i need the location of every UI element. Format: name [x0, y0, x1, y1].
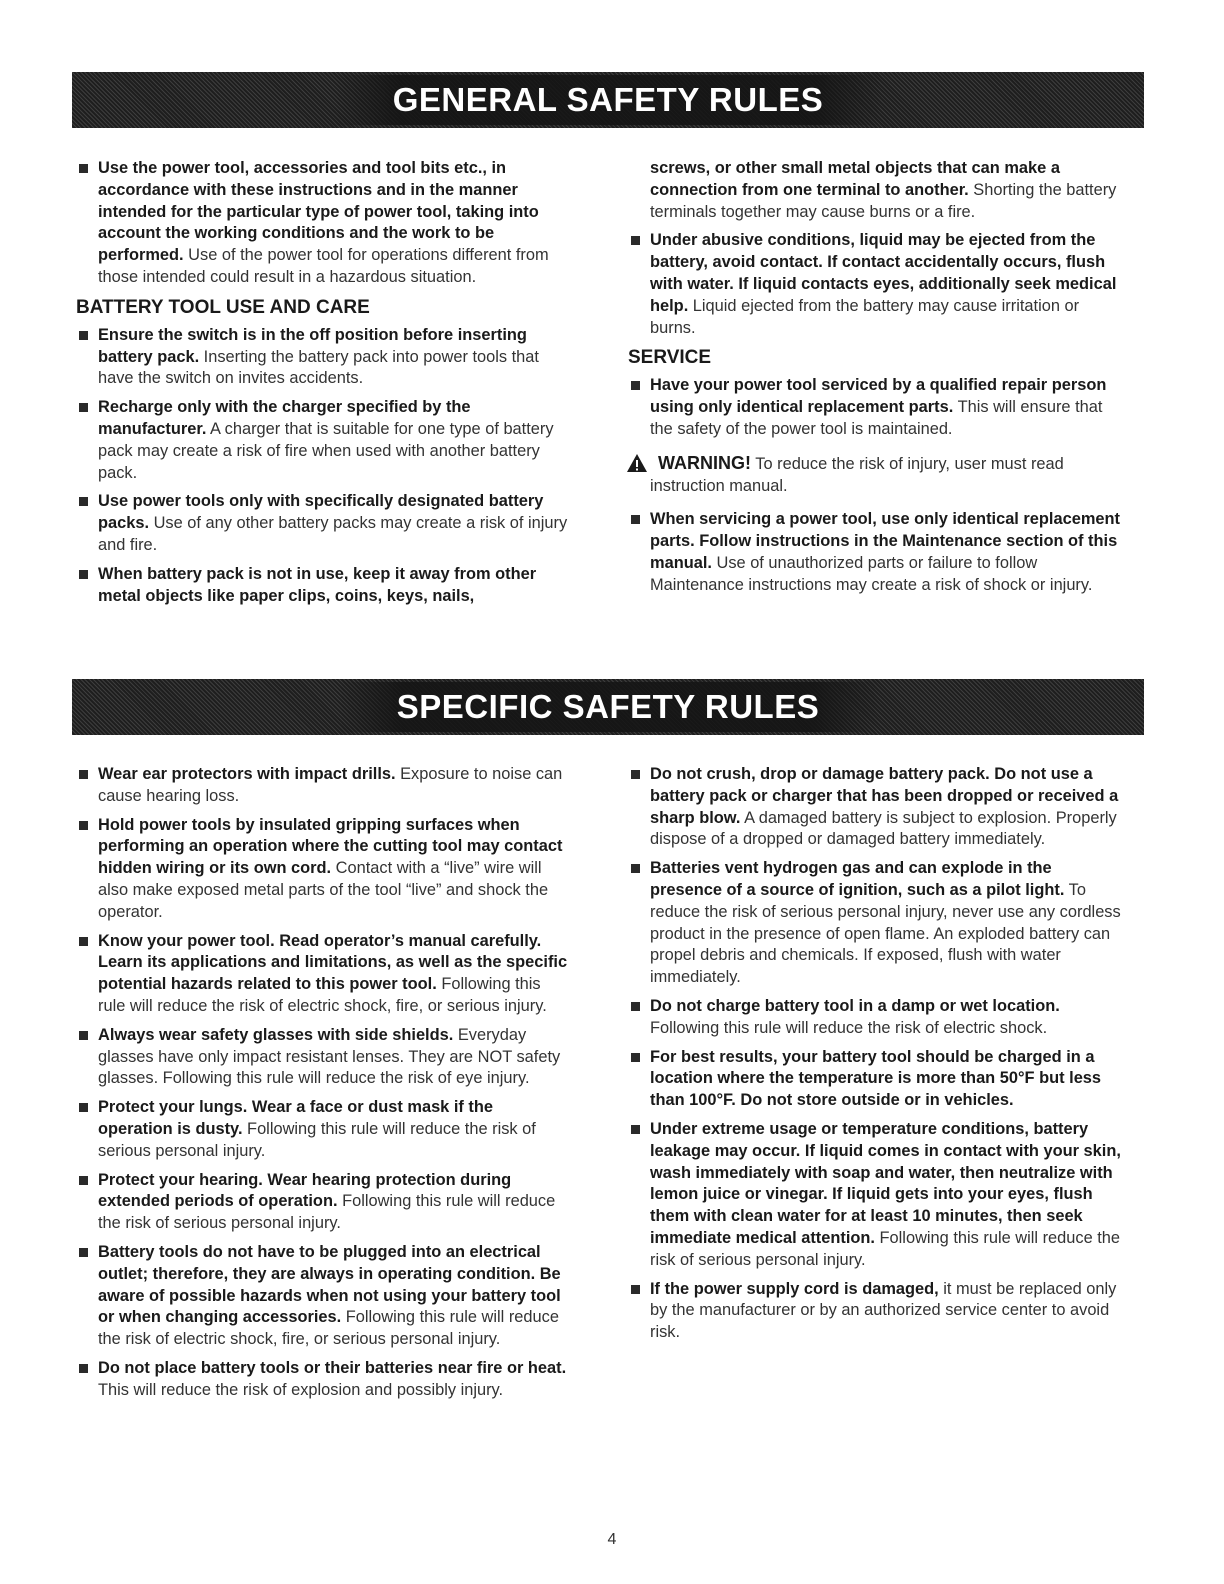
- list-item: Hold power tools by insulated gripping surfaces when performing an operation where the cutting tool may contact hidden wiring or its own cord. Contact with a “live” wire will also make exposed metal parts of the tool “live” and shock the operator.: [76, 815, 572, 924]
- square-bullet-icon: [79, 770, 88, 779]
- warning-label: WARNING!: [658, 452, 751, 473]
- list-item: Know your power tool. Read operator’s manual carefully. Learn its applications and limitations, as well as the specific potential hazards related to this power tool. Following this rule will reduce the risk of electric shock, fire, or serious injury.: [76, 931, 572, 1018]
- general-left-column: [76, 158, 572, 614]
- list-item: Protect your hearing. Wear hearing protection during extended periods of operation. Following this rule will reduce the risk of serious personal injury.: [76, 1170, 572, 1235]
- list-item: Batteries vent hydrogen gas and can explode in the presence of a source of ignition, such as a pilot light. To reduce the risk of serious personal injury, never use any cordless product in the presence of open flame. An exploded battery can propel debris and chemicals. If exposed, flush with water immediately.: [628, 858, 1124, 989]
- general-safety-title: GENERAL SAFETY RULES: [333, 75, 884, 125]
- square-bullet-icon: [631, 1002, 640, 1011]
- square-bullet-icon: [79, 570, 88, 579]
- square-bullet-icon: [79, 497, 88, 506]
- battery-tool-heading: BATTERY TOOL USE AND CARE: [76, 296, 370, 318]
- list-item: When battery pack is not in use, keep it away from other metal objects like paper clips, coins, keys, nails,: [76, 564, 572, 608]
- square-bullet-icon: [79, 1248, 88, 1257]
- square-bullet-icon: [631, 1053, 640, 1062]
- square-bullet-icon: [631, 770, 640, 779]
- list-item: Do not crush, drop or damage battery pack. Do not use a battery pack or charger that has been dropped or received a sharp blow. A damaged battery is subject to explosion. Properly dispose of a dropped or damaged battery immediately.: [628, 764, 1124, 851]
- list-item: Battery tools do not have to be plugged into an electrical outlet; therefore, they are always in operating condition. Be aware of possible hazards when not using your battery tool or when changing accessories. Following this rule will reduce the risk of electric shock, fire, or serious personal injury.: [76, 1242, 572, 1351]
- square-bullet-icon: [631, 381, 640, 390]
- square-bullet-icon: [631, 515, 640, 524]
- square-bullet-icon: [79, 937, 88, 946]
- list-item: Do not charge battery tool in a damp or wet location. Following this rule will reduce the risk of electric shock.: [628, 996, 1124, 1040]
- warning-notice: [628, 453, 1124, 498]
- square-bullet-icon: [631, 1285, 640, 1294]
- list-item-continuation: screws, or other small metal objects that can make a connection from one terminal to another. Shorting the battery terminals together may cause burns or a fire.: [650, 159, 1117, 221]
- list-item: When servicing a power tool, use only identical replacement parts. Follow instructions in the Maintenance section of this manual. Use of unauthorized parts or failure to follow Maintenance instructions may create a risk of shock or injury.: [628, 509, 1124, 596]
- general-right-column: [628, 158, 1124, 604]
- service-heading: SERVICE: [628, 347, 712, 369]
- list-item: Under abusive conditions, liquid may be ejected from the battery, avoid contact. If contact accidentally occurs, flush with water. If liquid contacts eyes, additionally seek medical help. Liquid ejected from the battery may cause irritation or burns.: [628, 230, 1124, 339]
- list-item: Recharge only with the charger specified by the manufacturer. A charger that is suitable for one type of battery pack may create a risk of fire when used with another battery pack.: [76, 397, 572, 484]
- square-bullet-icon: [79, 1031, 88, 1040]
- specific-left-column: [76, 764, 572, 1409]
- list-item: Wear ear protectors with impact drills. Exposure to noise can cause hearing loss.: [76, 764, 572, 808]
- list-item: Ensure the switch is in the off position before inserting battery pack. Inserting the battery pack into power tools that have the switch on invites accidents.: [76, 325, 572, 390]
- square-bullet-icon: [79, 331, 88, 340]
- list-item: If the power supply cord is damaged, it must be replaced only by the manufacturer or by an authorized service center to avoid risk.: [628, 1279, 1124, 1344]
- specific-right-column: [628, 764, 1124, 1351]
- square-bullet-icon: [631, 236, 640, 245]
- square-bullet-icon: [79, 1103, 88, 1112]
- square-bullet-icon: [79, 1364, 88, 1373]
- square-bullet-icon: [79, 1176, 88, 1185]
- warning-text: To reduce the risk of injury, user must read instruction manual.: [650, 454, 1064, 495]
- square-bullet-icon: [79, 164, 88, 173]
- list-item: Under extreme usage or temperature conditions, battery leakage may occur. If liquid comes in contact with your skin, wash immediately with soap and water, then neutralize with lemon juice or vinegar. If liquid gets into your eyes, flush them with clean water for at least 10 minutes, then seek immediate medical attention. Following this rule will reduce the risk of serious personal injury.: [628, 1119, 1124, 1272]
- list-item: Use power tools only with specifically designated battery packs. Use of any other battery packs may create a risk of injury and fire.: [76, 491, 572, 556]
- list-item: Always wear safety glasses with side shields. Everyday glasses have only impact resistant lenses. They are NOT safety glasses. Following this rule will reduce the risk of eye injury.: [76, 1025, 572, 1090]
- specific-safety-banner: [72, 679, 1144, 735]
- page-number: 4: [607, 1531, 617, 1548]
- warning-triangle-icon: [626, 453, 648, 473]
- general-safety-banner: [72, 72, 1144, 128]
- square-bullet-icon: [79, 403, 88, 412]
- list-item: For best results, your battery tool should be charged in a location where the temperature is more than 50°F but less than 100°F. Do not store outside or in vehicles.: [628, 1047, 1124, 1112]
- square-bullet-icon: [631, 1125, 640, 1134]
- square-bullet-icon: [631, 864, 640, 873]
- list-item: Do not place battery tools or their batteries near fire or heat. This will reduce the risk of explosion and possibly injury.: [76, 1358, 572, 1402]
- list-item: Have your power tool serviced by a qualified repair person using only identical replacement parts. This will ensure that the safety of the power tool is maintained.: [628, 375, 1124, 440]
- specific-safety-title: SPECIFIC SAFETY RULES: [337, 682, 879, 732]
- square-bullet-icon: [79, 821, 88, 830]
- list-item: Use the power tool, accessories and tool bits etc., in accordance with these instructions and in the manner intended for the particular type of power tool, taking into account the working conditions and the work to be performed. Use of the power tool for operations different from those intended could result in a hazardous situation.: [76, 158, 572, 289]
- list-item: Protect your lungs. Wear a face or dust mask if the operation is dusty. Following this rule will reduce the risk of serious personal injury.: [76, 1097, 572, 1162]
